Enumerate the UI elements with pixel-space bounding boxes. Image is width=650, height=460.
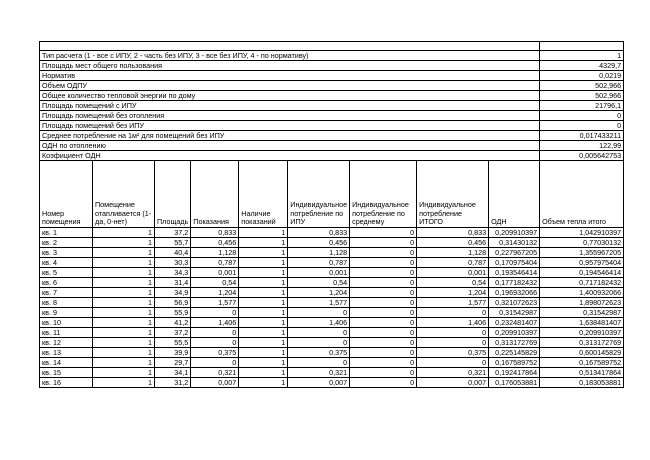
apartment-cell: кв. 7 [40, 288, 93, 298]
blank-cell [40, 42, 540, 51]
column-header: Объем тепла итого [540, 161, 624, 228]
param-value: 122,99 [540, 141, 624, 151]
value-cell: 0,375 [417, 348, 489, 358]
value-cell: 1,128 [288, 248, 350, 258]
value-cell: 0 [191, 308, 239, 318]
param-row [40, 141, 624, 151]
apartment-cell: кв. 6 [40, 278, 93, 288]
param-value: 502,966 [540, 81, 624, 91]
value-cell: 0 [417, 308, 489, 318]
value-cell: 0,321072623 [489, 298, 540, 308]
column-header: Помещение отапливается (1-да, 0-нет) [93, 161, 155, 228]
apartment-cell: кв. 3 [40, 248, 93, 258]
table-row [40, 328, 624, 338]
value-cell: 1 [93, 248, 155, 258]
value-cell: 0,456 [417, 238, 489, 248]
value-cell: 40,4 [155, 248, 191, 258]
value-cell: 0 [350, 228, 417, 238]
value-cell: 1 [239, 348, 288, 358]
param-row [40, 151, 624, 161]
value-cell: 0,375 [191, 348, 239, 358]
value-cell: 0,167589752 [489, 358, 540, 368]
column-header-row [40, 161, 624, 228]
param-label: Площадь помещений без отопления [40, 111, 540, 121]
column-header: Наличие показаний [239, 161, 288, 228]
value-cell: 30,3 [155, 258, 191, 268]
value-cell: 0,375 [288, 348, 350, 358]
param-row [40, 61, 624, 71]
value-cell: 29,7 [155, 358, 191, 368]
value-cell: 0,177182432 [489, 278, 540, 288]
apartment-cell: кв. 4 [40, 258, 93, 268]
value-cell: 0,787 [417, 258, 489, 268]
value-cell: 0 [350, 238, 417, 248]
value-cell: 55,7 [155, 238, 191, 248]
value-cell: 1 [239, 268, 288, 278]
value-cell: 0,31542987 [489, 308, 540, 318]
value-cell: 34,1 [155, 368, 191, 378]
column-header: Индивидуальное потребление по ИПУ [288, 161, 350, 228]
apartment-cell: кв. 15 [40, 368, 93, 378]
value-cell: 0 [350, 258, 417, 268]
value-cell: 1 [239, 378, 288, 388]
value-cell: 0 [350, 278, 417, 288]
value-cell: 0 [350, 308, 417, 318]
value-cell: 0,957975404 [540, 258, 624, 268]
value-cell: 1 [93, 288, 155, 298]
value-cell: 1,204 [417, 288, 489, 298]
value-cell: 0,001 [417, 268, 489, 278]
value-cell: 0,001 [288, 268, 350, 278]
value-cell: 0,313172769 [540, 338, 624, 348]
value-cell: 0 [191, 358, 239, 368]
value-cell: 1 [239, 288, 288, 298]
value-cell: 1,042910397 [540, 228, 624, 238]
value-cell: 0,170975404 [489, 258, 540, 268]
value-cell: 0 [288, 338, 350, 348]
value-cell: 1,204 [191, 288, 239, 298]
table-row [40, 378, 624, 388]
table-row [40, 308, 624, 318]
param-row [40, 51, 624, 61]
value-cell: 0,456 [288, 238, 350, 248]
value-cell: 0,176053881 [489, 378, 540, 388]
param-label: Коэфициент ОДН [40, 151, 540, 161]
table-row [40, 258, 624, 268]
table-row [40, 338, 624, 348]
value-cell: 0 [350, 358, 417, 368]
value-cell: 1 [93, 258, 155, 268]
value-cell: 0 [350, 318, 417, 328]
value-cell: 0,193546414 [489, 268, 540, 278]
value-cell: 0 [288, 328, 350, 338]
param-row [40, 111, 624, 121]
value-cell: 1 [239, 238, 288, 248]
param-value: 502,966 [540, 91, 624, 101]
table-row [40, 278, 624, 288]
param-label: Площадь мест общего пользования [40, 61, 540, 71]
apartment-cell: кв. 12 [40, 338, 93, 348]
value-cell: 0,54 [191, 278, 239, 288]
param-label: Тип расчета (1 - все с ИПУ, 2 - часть без ИПУ, 3 - все без ИПУ, 4 - по нормативу) [40, 51, 540, 61]
value-cell: 1 [93, 378, 155, 388]
param-value: 0 [540, 121, 624, 131]
value-cell: 0 [417, 358, 489, 368]
value-cell: 0,513417864 [540, 368, 624, 378]
apartment-cell: кв. 16 [40, 378, 93, 388]
value-cell: 1 [239, 318, 288, 328]
param-label: Общее количество тепловой энергии по дому [40, 91, 540, 101]
value-cell: 0,167589752 [540, 358, 624, 368]
value-cell: 1 [239, 328, 288, 338]
value-cell: 0,833 [288, 228, 350, 238]
value-cell: 1,638481407 [540, 318, 624, 328]
table-row [40, 358, 624, 368]
param-value: 0,005642753 [540, 151, 624, 161]
value-cell: 55,5 [155, 338, 191, 348]
value-cell: 1 [239, 258, 288, 268]
value-cell: 0,321 [288, 368, 350, 378]
table-row [40, 318, 624, 328]
value-cell: 1,400932066 [540, 288, 624, 298]
param-row [40, 131, 624, 141]
value-cell: 0,787 [191, 258, 239, 268]
value-cell: 0 [350, 288, 417, 298]
param-value: 21796,1 [540, 101, 624, 111]
value-cell: 0,54 [288, 278, 350, 288]
value-cell: 1 [239, 278, 288, 288]
param-value: 0,0219 [540, 71, 624, 81]
calc-table [39, 41, 624, 388]
value-cell: 0 [350, 298, 417, 308]
value-cell: 37,2 [155, 228, 191, 238]
column-header: Площадь [155, 161, 191, 228]
value-cell: 1 [239, 338, 288, 348]
spreadsheet [39, 41, 624, 388]
table-row [40, 298, 624, 308]
apartment-cell: кв. 13 [40, 348, 93, 358]
apartment-cell: кв. 9 [40, 308, 93, 318]
value-cell: 31,4 [155, 278, 191, 288]
value-cell: 0,007 [191, 378, 239, 388]
column-header: Индивидуальное потребление ИТОГО [417, 161, 489, 228]
value-cell: 0,321 [417, 368, 489, 378]
value-cell: 0,54 [417, 278, 489, 288]
apartment-cell: кв. 2 [40, 238, 93, 248]
value-cell: 0,209910397 [489, 328, 540, 338]
value-cell: 0,833 [417, 228, 489, 238]
value-cell: 39,9 [155, 348, 191, 358]
param-label: Площадь помещений без ИПУ [40, 121, 540, 131]
value-cell: 1 [93, 308, 155, 318]
value-cell: 1 [93, 338, 155, 348]
value-cell: 0,717182432 [540, 278, 624, 288]
value-cell: 0,001 [191, 268, 239, 278]
param-value: 1 [540, 51, 624, 61]
value-cell: 0,183053881 [540, 378, 624, 388]
param-value: 4329,7 [540, 61, 624, 71]
value-cell: 1 [239, 248, 288, 258]
param-label: ОДН по отоплению [40, 141, 540, 151]
value-cell: 0 [417, 338, 489, 348]
value-cell: 31,2 [155, 378, 191, 388]
value-cell: 1,406 [417, 318, 489, 328]
value-cell: 55,9 [155, 308, 191, 318]
value-cell: 0,456 [191, 238, 239, 248]
value-cell: 0,194546414 [540, 268, 624, 278]
value-cell: 0 [350, 248, 417, 258]
column-header: ОДН [489, 161, 540, 228]
value-cell: 0,227967205 [489, 248, 540, 258]
value-cell: 0,321 [191, 368, 239, 378]
value-cell: 34,9 [155, 288, 191, 298]
param-row [40, 91, 624, 101]
value-cell: 1 [239, 358, 288, 368]
value-cell: 37,2 [155, 328, 191, 338]
table-row [40, 238, 624, 248]
value-cell: 1,204 [288, 288, 350, 298]
table-row [40, 348, 624, 358]
param-value: 0 [540, 111, 624, 121]
value-cell: 1 [93, 268, 155, 278]
value-cell: 0 [417, 328, 489, 338]
value-cell: 0,209910397 [540, 328, 624, 338]
apartment-cell: кв. 5 [40, 268, 93, 278]
value-cell: 0 [191, 338, 239, 348]
blank-row [40, 42, 624, 51]
apartment-cell: кв. 11 [40, 328, 93, 338]
value-cell: 0,196932066 [489, 288, 540, 298]
table-row [40, 268, 624, 278]
value-cell: 0,007 [417, 378, 489, 388]
value-cell: 0 [350, 328, 417, 338]
column-header: Индивидуальное потребление по среднему [350, 161, 417, 228]
value-cell: 1,355967205 [540, 248, 624, 258]
value-cell: 0,232481407 [489, 318, 540, 328]
value-cell: 0,31430132 [489, 238, 540, 248]
value-cell: 1,577 [191, 298, 239, 308]
value-cell: 56,9 [155, 298, 191, 308]
value-cell: 0 [191, 328, 239, 338]
value-cell: 1 [239, 368, 288, 378]
value-cell: 0 [350, 368, 417, 378]
value-cell: 0,192417864 [489, 368, 540, 378]
value-cell: 0,833 [191, 228, 239, 238]
value-cell: 0,225145829 [489, 348, 540, 358]
value-cell: 1 [93, 368, 155, 378]
value-cell: 1,406 [288, 318, 350, 328]
value-cell: 0 [350, 378, 417, 388]
value-cell: 1 [239, 298, 288, 308]
value-cell: 0,007 [288, 378, 350, 388]
value-cell: 0,77030132 [540, 238, 624, 248]
param-label: Объем ОДПУ [40, 81, 540, 91]
apartment-cell: кв. 1 [40, 228, 93, 238]
value-cell: 0 [350, 348, 417, 358]
param-label: Среднее потребление на 1м² для помещений без ИПУ [40, 131, 540, 141]
param-row [40, 101, 624, 111]
value-cell: 1 [93, 328, 155, 338]
apartment-cell: кв. 14 [40, 358, 93, 368]
value-cell: 1,898072623 [540, 298, 624, 308]
value-cell: 34,3 [155, 268, 191, 278]
param-value: 0,017433211 [540, 131, 624, 141]
value-cell: 1,128 [417, 248, 489, 258]
table-row [40, 368, 624, 378]
table-row [40, 248, 624, 258]
value-cell: 1 [93, 228, 155, 238]
table-row [40, 288, 624, 298]
value-cell: 1,128 [191, 248, 239, 258]
param-row [40, 81, 624, 91]
param-label: Площадь помещений с ИПУ [40, 101, 540, 111]
value-cell: 1,577 [417, 298, 489, 308]
value-cell: 0,209910397 [489, 228, 540, 238]
value-cell: 1,406 [191, 318, 239, 328]
table-row [40, 228, 624, 238]
value-cell: 0,600145829 [540, 348, 624, 358]
blank-cell [540, 42, 624, 51]
value-cell: 0 [288, 308, 350, 318]
value-cell: 1 [93, 238, 155, 248]
column-header: Показания [191, 161, 239, 228]
value-cell: 0 [288, 358, 350, 368]
param-row [40, 71, 624, 81]
value-cell: 1,577 [288, 298, 350, 308]
value-cell: 0 [350, 338, 417, 348]
value-cell: 1 [93, 358, 155, 368]
apartment-cell: кв. 10 [40, 318, 93, 328]
value-cell: 41,2 [155, 318, 191, 328]
value-cell: 1 [93, 298, 155, 308]
value-cell: 1 [93, 348, 155, 358]
value-cell: 1 [239, 308, 288, 318]
value-cell: 1 [239, 228, 288, 238]
value-cell: 1 [93, 318, 155, 328]
column-header: Номер помещения [40, 161, 93, 228]
value-cell: 0,31542987 [540, 308, 624, 318]
value-cell: 0,787 [288, 258, 350, 268]
param-row [40, 121, 624, 131]
value-cell: 0 [350, 268, 417, 278]
value-cell: 0,313172769 [489, 338, 540, 348]
value-cell: 1 [93, 278, 155, 288]
apartment-cell: кв. 8 [40, 298, 93, 308]
param-label: Норматив [40, 71, 540, 81]
